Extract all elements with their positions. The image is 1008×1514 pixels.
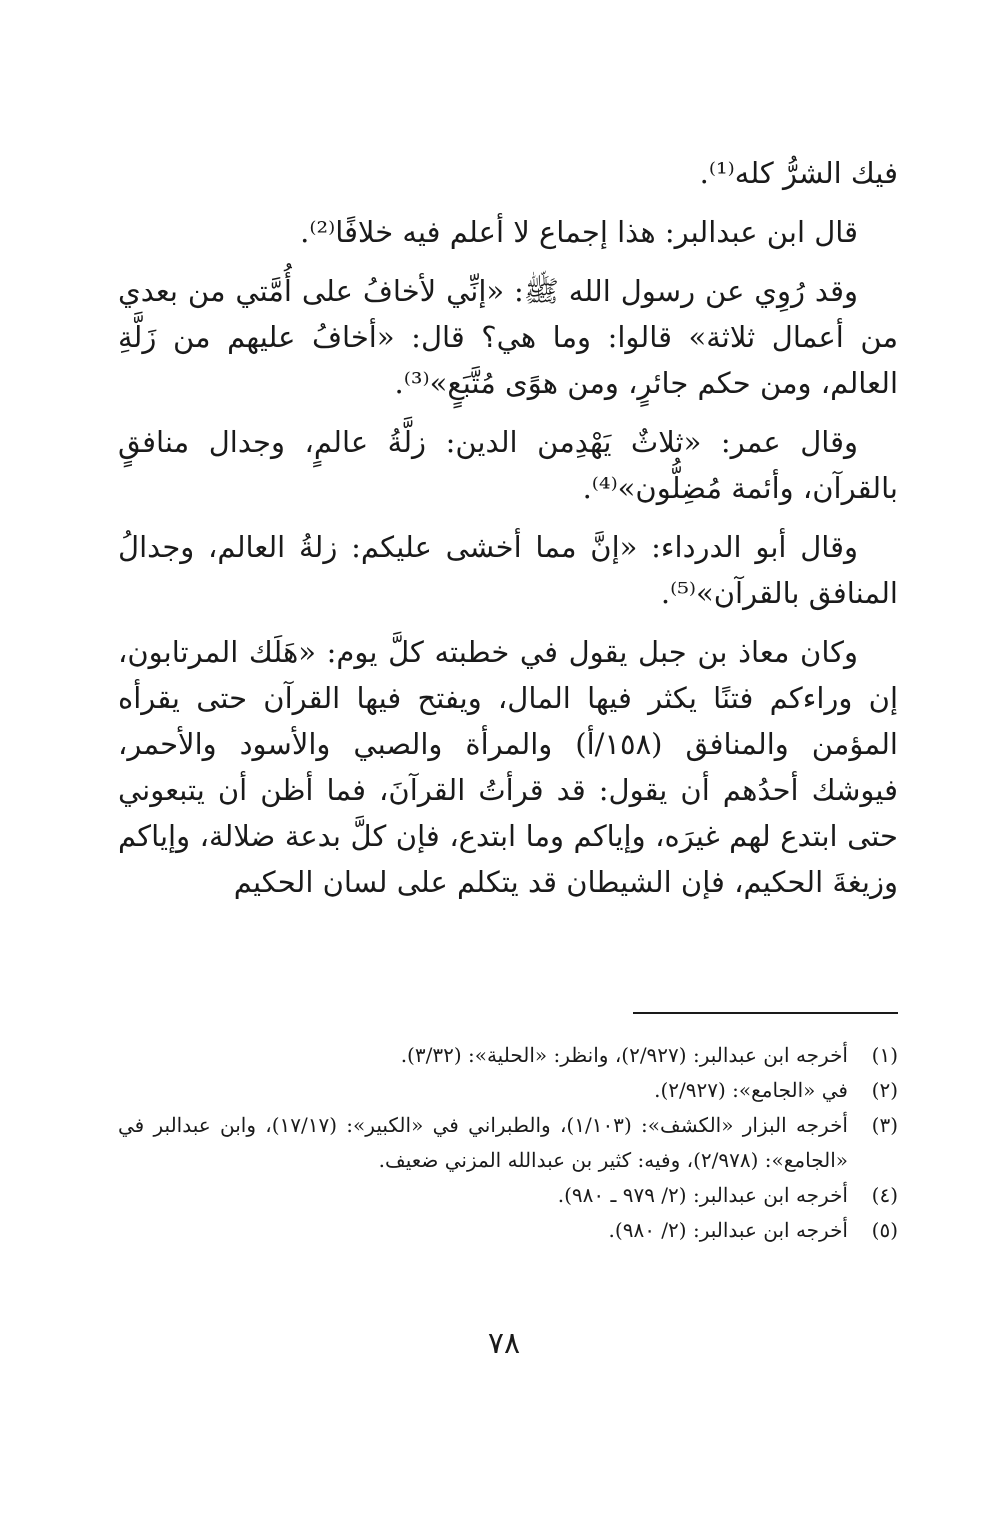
footnote-text: أخرجه ابن عبدالبر: (٢/٩٢٧)، وانظر: «الحلية»: (٣/٣٢).	[400, 1043, 848, 1067]
footnote-3	[118, 1108, 898, 1178]
footnote-separator	[633, 1012, 898, 1014]
footnote-text: أخرجه ابن عبدالبر: (٢/ ٩٨٠).	[608, 1218, 848, 1242]
footnote-4	[118, 1178, 898, 1213]
footnote-number: (٢)	[871, 1078, 898, 1102]
footnote-5	[118, 1213, 898, 1248]
paragraph-1: فيك الشرُّ كله⁽¹⁾.	[699, 156, 898, 190]
paragraph-3: وقد رُوِي عن رسول الله ﷺ: «إنِّي لأخافُ على أُمَّتي من بعدي من أعمال ثلاثة» قالوا: وما هي؟ قال: «أخافُ عليهم من زَلَّةِ العالم، ومن حكم جائرٍ، ومن هوًى مُتَّبَعٍ»⁽³⁾.	[118, 274, 898, 400]
paragraph-4: وقال عمر: «ثلاثٌ يَهْدِمن الدين: زلَّةُ عالمٍ، وجدال منافقٍ بالقرآن، وأئمة مُضِلُّون»⁽⁴⁾.	[118, 425, 898, 505]
footnote-text: أخرجه ابن عبدالبر: (٢/ ٩٧٩ ـ ٩٨٠).	[557, 1183, 848, 1207]
footnote-number: (٣)	[871, 1113, 898, 1137]
main-text	[118, 150, 898, 905]
paragraph-2: قال ابن عبدالبر: هذا إجماع لا أعلم فيه خلافًا⁽²⁾.	[300, 215, 858, 249]
footnote-text: في «الجامع»: (٢/٩٢٧).	[654, 1078, 848, 1102]
footnote-number: (١)	[871, 1043, 898, 1067]
footnotes	[118, 1038, 898, 1248]
footnote-text: أخرجه البزار «الكشف»: (١/١٠٣)، والطبراني في «الكبير»: (١٧/١٧)، وابن عبدالبر في «الجامع»: (٢/٩٧٨)، وفيه: كثير بن عبدالله المزني ضعيف.	[118, 1113, 848, 1172]
footnote-number: (٤)	[871, 1183, 898, 1207]
paragraph-5: وقال أبو الدرداء: «إنَّ مما أخشى عليكم: زلةُ العالم، وجدالُ المنافق بالقرآن»⁽⁵⁾.	[118, 530, 898, 610]
footnote-2	[118, 1073, 898, 1108]
paragraph-6: وكان معاذ بن جبل يقول في خطبته كلَّ يوم: «هَلَك المرتابون، إن وراءكم فتنًا يكثر فيها المال، ويفتح فيها القرآن حتى يقرأه المؤمن والمنافق (١٥٨/أ) والمرأة والصبي والأسود والأحمر، فيوشك أحدُهم أن يقول: قد قرأتُ القرآنَ، فما أظن أن يتبعوني حتى ابتدع لهم غيرَه، وإياكم وما ابتدع، فإن كلَّ بدعة ضلالة، وإياكم وزيغةَ الحكيم، فإن الشيطان قد يتكلم على لسان الحكيم	[118, 635, 898, 899]
footnote-number: (٥)	[871, 1218, 898, 1242]
page-number: ٧٨	[487, 1326, 521, 1361]
footnote-1	[118, 1038, 898, 1073]
